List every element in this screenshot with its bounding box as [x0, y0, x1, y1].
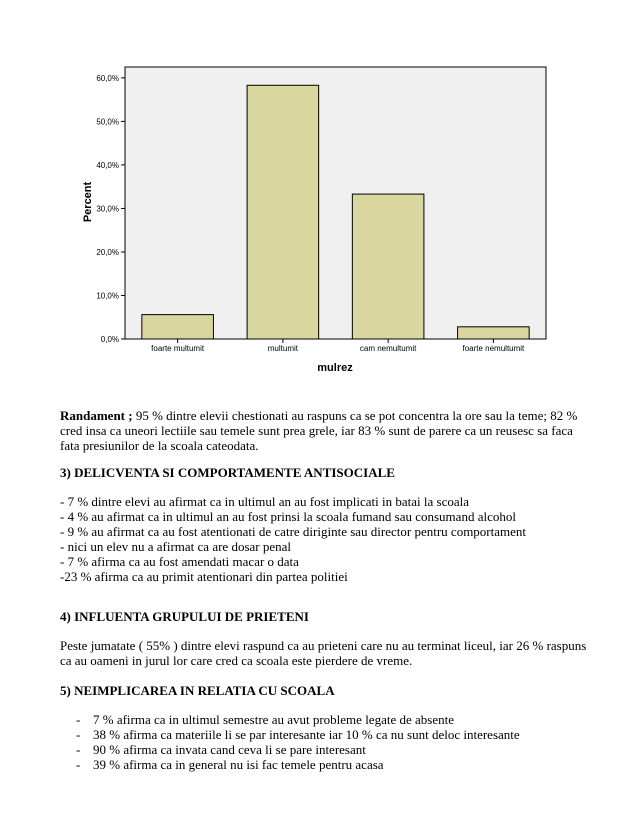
section-5-list — [60, 712, 590, 772]
section-3-line: - nici un elev nu a afirmat ca are dosar penal — [60, 539, 291, 554]
y-tick-label: 40,0% — [96, 160, 119, 170]
section-3-line: - 9 % au afirmat ca au fost atentionati de catre diriginte sau director pentru comportament — [60, 524, 527, 539]
section-3-heading: 3) DELICVENTA SI COMPORTAMENTE ANTISOCIALE — [60, 465, 395, 480]
section-4-heading: 4) INFLUENTA GRUPULUI DE PRIETENI — [60, 609, 309, 624]
section-4 — [60, 609, 590, 668]
randament-paragraph — [60, 408, 590, 453]
list-item-text: 39 % afirma ca in general nu isi fac temele pentru acasa — [93, 757, 384, 772]
bar — [458, 327, 530, 339]
randament-text: 95 % dintre elevii chestionati au raspuns ca se pot concentra la ore sau la teme; 82 % cred insa ca uneori lectiile sau temele sunt prea grele, iar 83 % sunt de parere ca un reusesc sa faca fata presiunilor de la scoala cateodata. — [60, 408, 578, 453]
x-axis — [151, 339, 525, 353]
list-item-text: 7 % afirma ca in ultimul semestre au avut probleme legate de absente — [93, 712, 454, 727]
bar — [352, 194, 424, 339]
y-tick-label: 20,0% — [96, 247, 119, 257]
y-tick-label: 0,0% — [100, 335, 119, 344]
bullet-dash: - — [76, 712, 81, 727]
y-tick-label: 10,0% — [96, 291, 119, 301]
x-tick-label: multumit — [267, 344, 298, 353]
bullet-dash: - — [76, 727, 81, 742]
y-axis-title: Percent — [82, 181, 94, 223]
bar — [247, 85, 319, 339]
section-3 — [60, 465, 590, 584]
y-tick-label: 60,0% — [96, 73, 119, 83]
list-item — [60, 757, 590, 772]
bullet-dash: - — [76, 757, 81, 772]
bullet-dash: - — [76, 742, 81, 757]
x-tick-label: foarte nemultumit — [462, 344, 525, 353]
x-tick-label: cam nemultumit — [359, 344, 417, 353]
section-5-heading: 5) NEIMPLICAREA IN RELATIA CU SCOALA — [60, 683, 335, 698]
list-item-text: 90 % afirma ca invata cand ceva li se pare interesant — [93, 742, 366, 757]
list-item — [60, 742, 590, 757]
list-item — [60, 727, 590, 742]
x-axis-title: mulrez — [317, 362, 353, 374]
randament-label: Randament ; — [60, 408, 133, 423]
section-5 — [60, 683, 590, 772]
bar-chart — [0, 0, 638, 400]
bar — [142, 315, 214, 339]
y-axis — [96, 74, 125, 344]
x-tick-label: foarte multumit — [151, 344, 205, 353]
section-3-line: -23 % afirma ca au primit atentionari din partea politiei — [60, 569, 348, 584]
section-3-lines — [60, 494, 590, 584]
section-3-line: - 7 % dintre elevi au afirmat ca in ultimul an au fost implicati in batai la scoala — [60, 494, 469, 509]
section-3-line: - 4 % au afirmat ca in ultimul an au fost prinsi la scoala fumand sau consumand alcohol — [60, 509, 516, 524]
list-item — [60, 712, 590, 727]
list-item-text: 38 % afirma ca materiile li se par interesante iar 10 % ca nu sunt deloc interesante — [93, 727, 520, 742]
y-tick-label: 50,0% — [96, 117, 119, 127]
section-4-text: Peste jumatate ( 55% ) dintre elevi raspund ca au prieteni care nu au terminat liceul, iar 26 % raspuns ca au oameni in jurul lor care cred ca scoala este pierdere de vreme. — [60, 638, 587, 668]
plot-area — [125, 67, 546, 339]
y-tick-label: 30,0% — [96, 204, 119, 214]
section-3-line: - 7 % afirma ca au fost amendati macar o data — [60, 554, 299, 569]
